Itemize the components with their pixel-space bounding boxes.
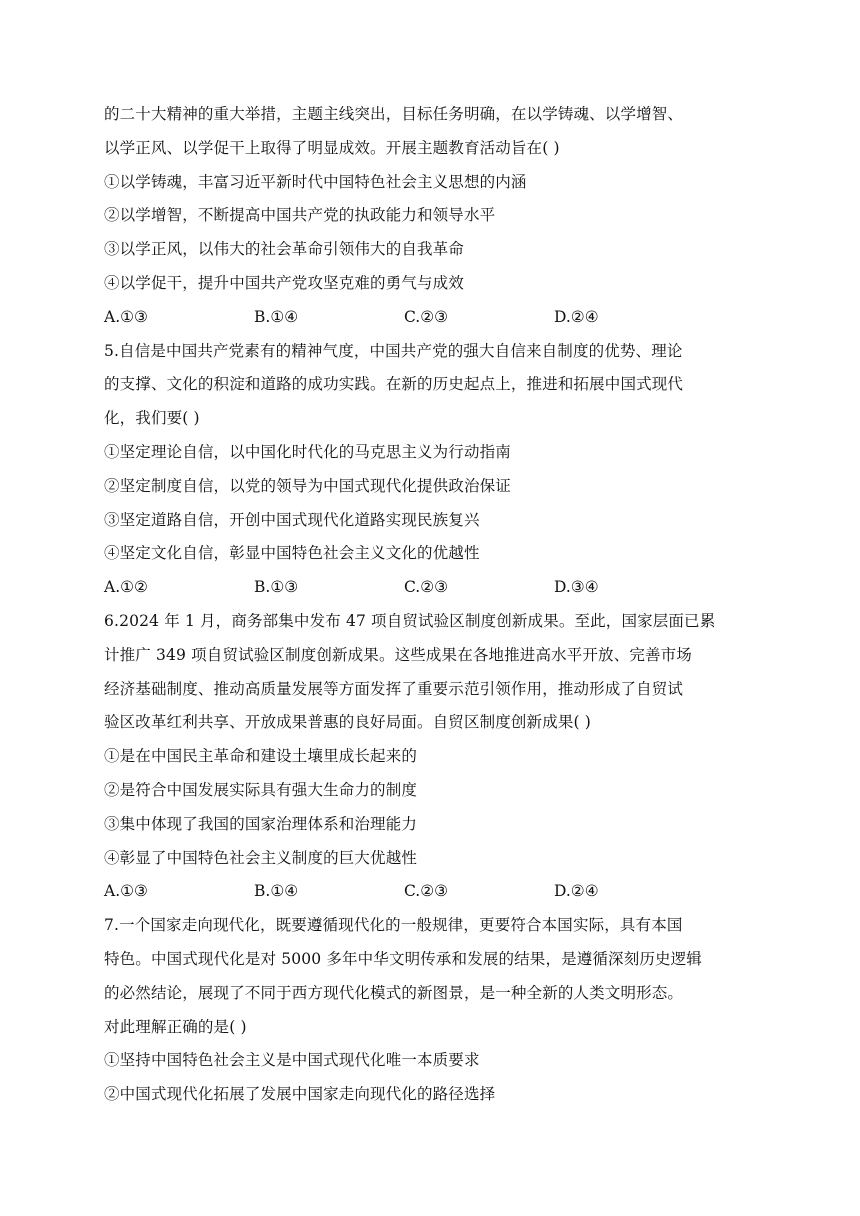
option-b: B.①④	[254, 307, 299, 326]
answer-options	[104, 571, 760, 605]
statement-item: ②是符合中国发展实际具有强大生命力的制度	[104, 780, 418, 799]
answer-options	[104, 301, 760, 335]
question-6	[104, 605, 760, 909]
statement-item: ③集中体现了我国的国家治理体系和治理能力	[104, 814, 418, 833]
question-stem-line: 特色。中国式现代化是对 5000 多年中华文明传承和发展的结果，是遵循深刻历史逻辑	[104, 949, 702, 968]
answer-options	[104, 875, 760, 909]
option-c: C.②③	[404, 882, 449, 901]
question-stem-line: 7.一个国家走向现代化，既要遵循现代化的一般规律，更要符合本国实际，具有本国	[104, 916, 683, 935]
question-stem-line: 经济基础制度、推动高质量发展等方面发挥了重要示范引领作用，推动形成了自贸试	[104, 679, 684, 698]
question-4	[104, 98, 760, 335]
option-b: B.①③	[254, 578, 299, 597]
statement-item: ①是在中国民主革命和建设土壤里成长起来的	[104, 747, 418, 766]
question-stem-line: 的二十大精神的重大举措，主题主线突出，目标任务明确，在以学铸魂、以学增智、	[104, 105, 684, 123]
statement-item: ④以学促干，提升中国共产党攻坚克难的勇气与成效	[104, 273, 464, 292]
question-stem-line: 以学正风、以学促干上取得了明显成效。开展主题教育活动旨在( )	[104, 138, 560, 157]
statement-item: ②中国式现代化拓展了发展中国家走向现代化的路径选择	[104, 1085, 496, 1104]
statement-item: ④彰显了中国特色社会主义制度的巨大优越性	[104, 848, 418, 867]
question-7	[104, 909, 760, 1112]
question-stem-line: 5.自信是中国共产党素有的精神气度，中国共产党的强大自信来自制度的优势、理论	[104, 341, 683, 360]
statement-item: ①以学铸魂，丰富习近平新时代中国特色社会主义思想的内涵	[104, 172, 527, 191]
option-c: C.②③	[404, 307, 449, 326]
statement-item: ①坚持中国特色社会主义是中国式现代化唯一本质要求	[104, 1051, 480, 1070]
question-stem-line: 验区改革红利共享、开放成果普惠的良好局面。自贸区制度创新成果( )	[104, 713, 591, 732]
option-d: D.②④	[554, 882, 599, 901]
question-stem-line: 6.2024 年 1 月，商务部集中发布 47 项自贸试验区制度创新成果。至此，国家层面已累	[104, 611, 716, 630]
question-stem-line: 的支撑、文化的积淀和道路的成功实践。在新的历史起点上，推进和拓展中国式现代	[104, 375, 684, 394]
statement-item: ①坚定理论自信，以中国化时代化的马克思主义为行动指南	[104, 442, 511, 461]
question-5	[104, 335, 760, 605]
option-b: B.①④	[254, 882, 299, 901]
statement-item: ④坚定文化自信，彰显中国特色社会主义文化的优越性	[104, 544, 480, 563]
question-stem-line: 的必然结论，展现了不同于西方现代化模式的新图景，是一种全新的人类文明形态。	[104, 983, 684, 1002]
option-a: A.①③	[104, 307, 148, 326]
option-c: C.②③	[404, 578, 449, 597]
question-content	[104, 98, 760, 1112]
statement-item: ③坚定道路自信，开创中国式现代化道路实现民族复兴	[104, 510, 480, 529]
statement-item: ③以学正风，以伟大的社会革命引领伟大的自我革命	[104, 240, 464, 259]
option-a: A.①③	[104, 882, 148, 901]
statement-item: ②坚定制度自信，以党的领导为中国式现代化提供政治保证	[104, 476, 511, 495]
option-d: D.②④	[554, 307, 599, 326]
option-d: D.③④	[554, 578, 599, 597]
question-stem-line: 计推广 349 项自贸试验区制度创新成果。这些成果在各地推进高水平开放、完善市场	[104, 645, 692, 664]
statement-item: ②以学增智，不断提高中国共产党的执政能力和领导水平	[104, 206, 496, 225]
question-stem-line: 化，我们要( )	[104, 409, 200, 428]
question-stem-line: 对此理解正确的是( )	[104, 1017, 247, 1036]
option-a: A.①②	[104, 578, 148, 597]
